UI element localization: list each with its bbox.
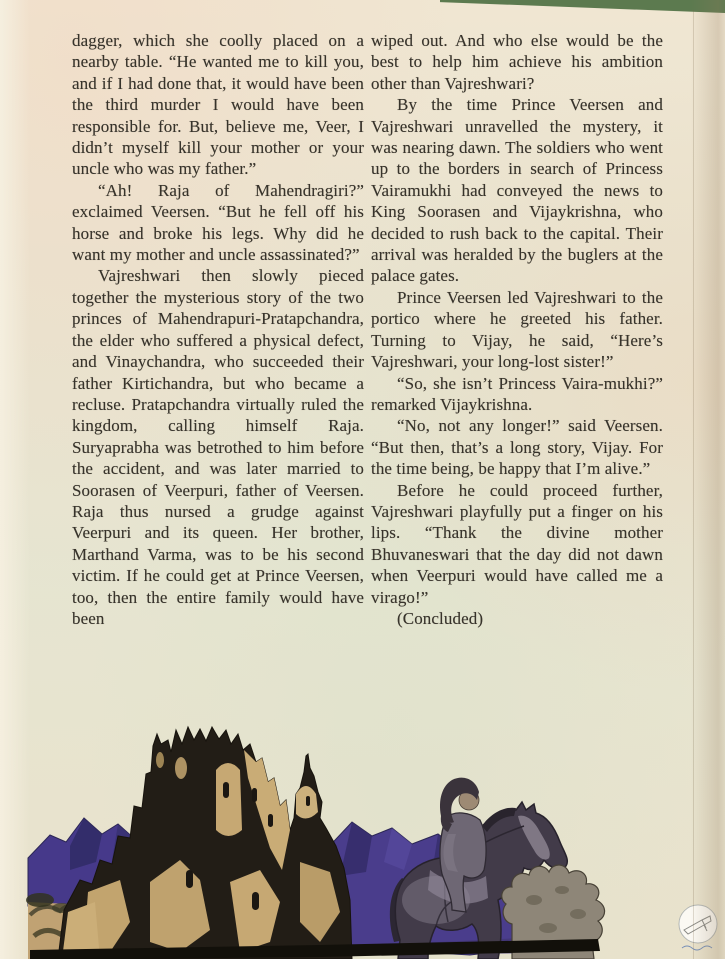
story-paragraph: dagger, which she coolly placed on a nearby table. “He wanted me to kill you, and if I had done that, it would have been the third murder I would have been responsible for. But, believe me, Veer, I didn’t myself kill your mother or your uncle who was my father.” [72, 31, 364, 179]
story-paragraph: Vajreshwari then slowly pieced together the mysterious story of the two princes of Mahendrapuri-Pratapchandra, the elder who suffered a physical defect, and Vinaychandra, who succeeded their father Kirtichandra, but who became a recluse. Pratapchandra virtually ruled the kingdom, calling himself Raja. Suryaprabha was betrothed to him before the accident, and was later married to Soorasen of Veerpuri, father of Veersen. Raja thus nursed a grudge against Veerpuri and its queen. Her brother, Marthand Varma, was to be his second victim. If he could get at Prince Veersen, too, then the entire family would have been [72, 266, 364, 628]
story-column-left [72, 30, 364, 629]
story-paragraph: Prince Veersen led Vajreshwari to the portico where he greeted his father. Turning to Vijay, he said, “Here’s Vajreshwari, your long-lost sister!” [371, 287, 663, 372]
scan-edge-green [440, 0, 725, 13]
story-paragraph: wiped out. And who else would be the best to help him achieve his ambition other than Vajreshwari? [371, 31, 663, 93]
story-paragraph: “So, she isn’t Princess Vaira-mukhi?” remarked Vijaykrishna. [371, 373, 663, 414]
bottom-illustration [0, 710, 725, 959]
page-right-edge-shade [691, 0, 725, 959]
story-paragraph: By the time Prince Veersen and Vajreshwari unravelled the mystery, it was nearing dawn. The soldiers who went up to the borders in search of Princess Vairamukhi had conveyed the news to King Soorasen and Vijaykrishna, who decided to rush back to the capital. Their arrival was heralded by the buglers at the palace gates. [371, 95, 663, 286]
story-paragraph: “Ah! Raja of Mahendragiri?” exclaimed Veersen. “But he fell off his horse and broke his legs. Why did he want my mother and uncle assassinated?” [72, 180, 364, 265]
story-column-right [371, 30, 663, 629]
page-right-crease [693, 10, 694, 959]
story-paragraph: Before he could proceed further, Vajreshwari playfully put a finger on his lips. “Thank the divine mother Bhuvaneswari that the day did not dawn when Veerpuri would have called me a virago!” [371, 480, 663, 607]
story-paragraph: “No, not any longer!” said Veersen. “But then, that’s a long story, Vijay. For the time being, be happy that I’m alive.” [371, 416, 663, 479]
concluded-note: (Concluded) [397, 608, 484, 628]
